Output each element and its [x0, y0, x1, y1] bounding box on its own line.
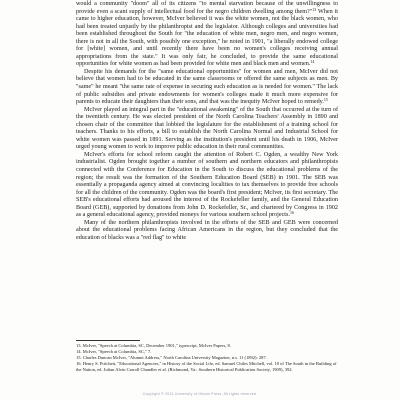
footnote: 13. McIver, "Speech at Columbia, SC, December 1901," typescript, McIver Papers, 8.	[76, 343, 231, 348]
footnote-ref: 14	[310, 59, 315, 65]
footnote: 16. Henry S. Pritchett, "Educational Agencies," in History of the Social Life, ed. Samuel Chiles Mitchell, vol. 10 of The South in the Building of the Nation, ed. Julian Alvin Carroll Chandler et al. (Richmond, Va.: Southern Historical Publication Society, 1909), 392.	[76, 360, 337, 372]
paragraph-4: McIver's efforts for school reform caught the attention of Robert C. Ogden, a wealthy New York industrialist. Ogden brought together a number of southern and northern educators and philanthropists connected with the Conference for Education in the South to discuss the educational problems of the region; the result was the formation of the Southern Education Board (SEB) in 1901. The SEB was essentially a propaganda agency aimed at convincing localities to tax themselves to provide free schools for all the children of the community. Ogden was the board's first president; McIver, its first secretary. The SEB's educational efforts had aroused the interest of the Rockefeller family, and the General Education Board (GEB), supported by donations from John D. Rockefeller, Sr., and chartered by Congress in 1902 as a general educational agency, provided moneys for various southern school projects.$^{16}$	[76, 151, 338, 219]
paragraph-2: Despite his demands for the "same educational opportunities" for women and men, McIver did not believe that women had to be educated in the same classrooms or offered the same subjects as men. By "same" he meant "the same rate of expense in securing such education as is needed for women." The lack of public subsidies and private endowments for women's colleges made it much more expensive for parents to educate their daughters than their sons, and that was the inequity McIver hoped to remedy.$^{15}$	[76, 68, 338, 106]
footnote-ref: 16	[289, 210, 294, 216]
paragraph-1: would a community "doom" all of its citizens "to mental starvation because of the unwillingness to provide even a scant supply of intellectual food for the negro children dwelling among them?"$^{13}$ When it came to higher education, however, McIver believed it was the white women, not the black women, who had been treated unjustly by the philanthropist and the legislator. Although colleges and universities had been established throughout the South for "the education of white men, negro men, and negro women, there is not in all the South, with possibly one exception," he noted in 1901, "a liberally endowed college for [white] women, and until recently there have been no women's colleges receiving annual appropriations from the state." It was only fair, he concluded, to provide the same educational opportunities for white women as had been provided for white men and black men and women.$^{14}$	[76, 1, 338, 68]
copyright-watermark: Copyright © 2011 University of Illinois Press. All rights reserved.	[142, 392, 258, 396]
paragraph-3: McIver played an integral part in the "educational awakening" of the South that occurred at the turn of the twentieth century. He was elected president of the North Carolina Teachers' Assembly in 1890 and chosen chair of the committee that lobbied the legislature for the establishment of a training school for teachers. Thanks to his efforts, a bill to establish the North Carolina Normal and Industrial School for white women was passed in 1891. Serving as the institution's president until his death in 1906, McIver urged young women to work to improve public education in their rural communities.	[76, 106, 338, 151]
footnote-ref: 15	[323, 97, 328, 103]
footnote: 14. McIver, "Speech at Columbia, SC," 7.	[76, 348, 152, 354]
footnote-rule	[76, 340, 140, 341]
footnotes	[76, 343, 338, 373]
footnote-ref: 13	[312, 6, 317, 12]
body-text	[76, 1, 338, 243]
paragraph-5: Many of the northern philanthropists involved in the efforts of the SEB and GEB were concerned about the educational problems facing African Americans in the region, but they concluded that the education of blacks was a "red flag" to white	[76, 219, 338, 241]
footnote: 15. Charles Duncan McIver, "Alumni Address," North Carolina University Magazine, n.s. 11 (1892): 287.	[76, 354, 267, 360]
